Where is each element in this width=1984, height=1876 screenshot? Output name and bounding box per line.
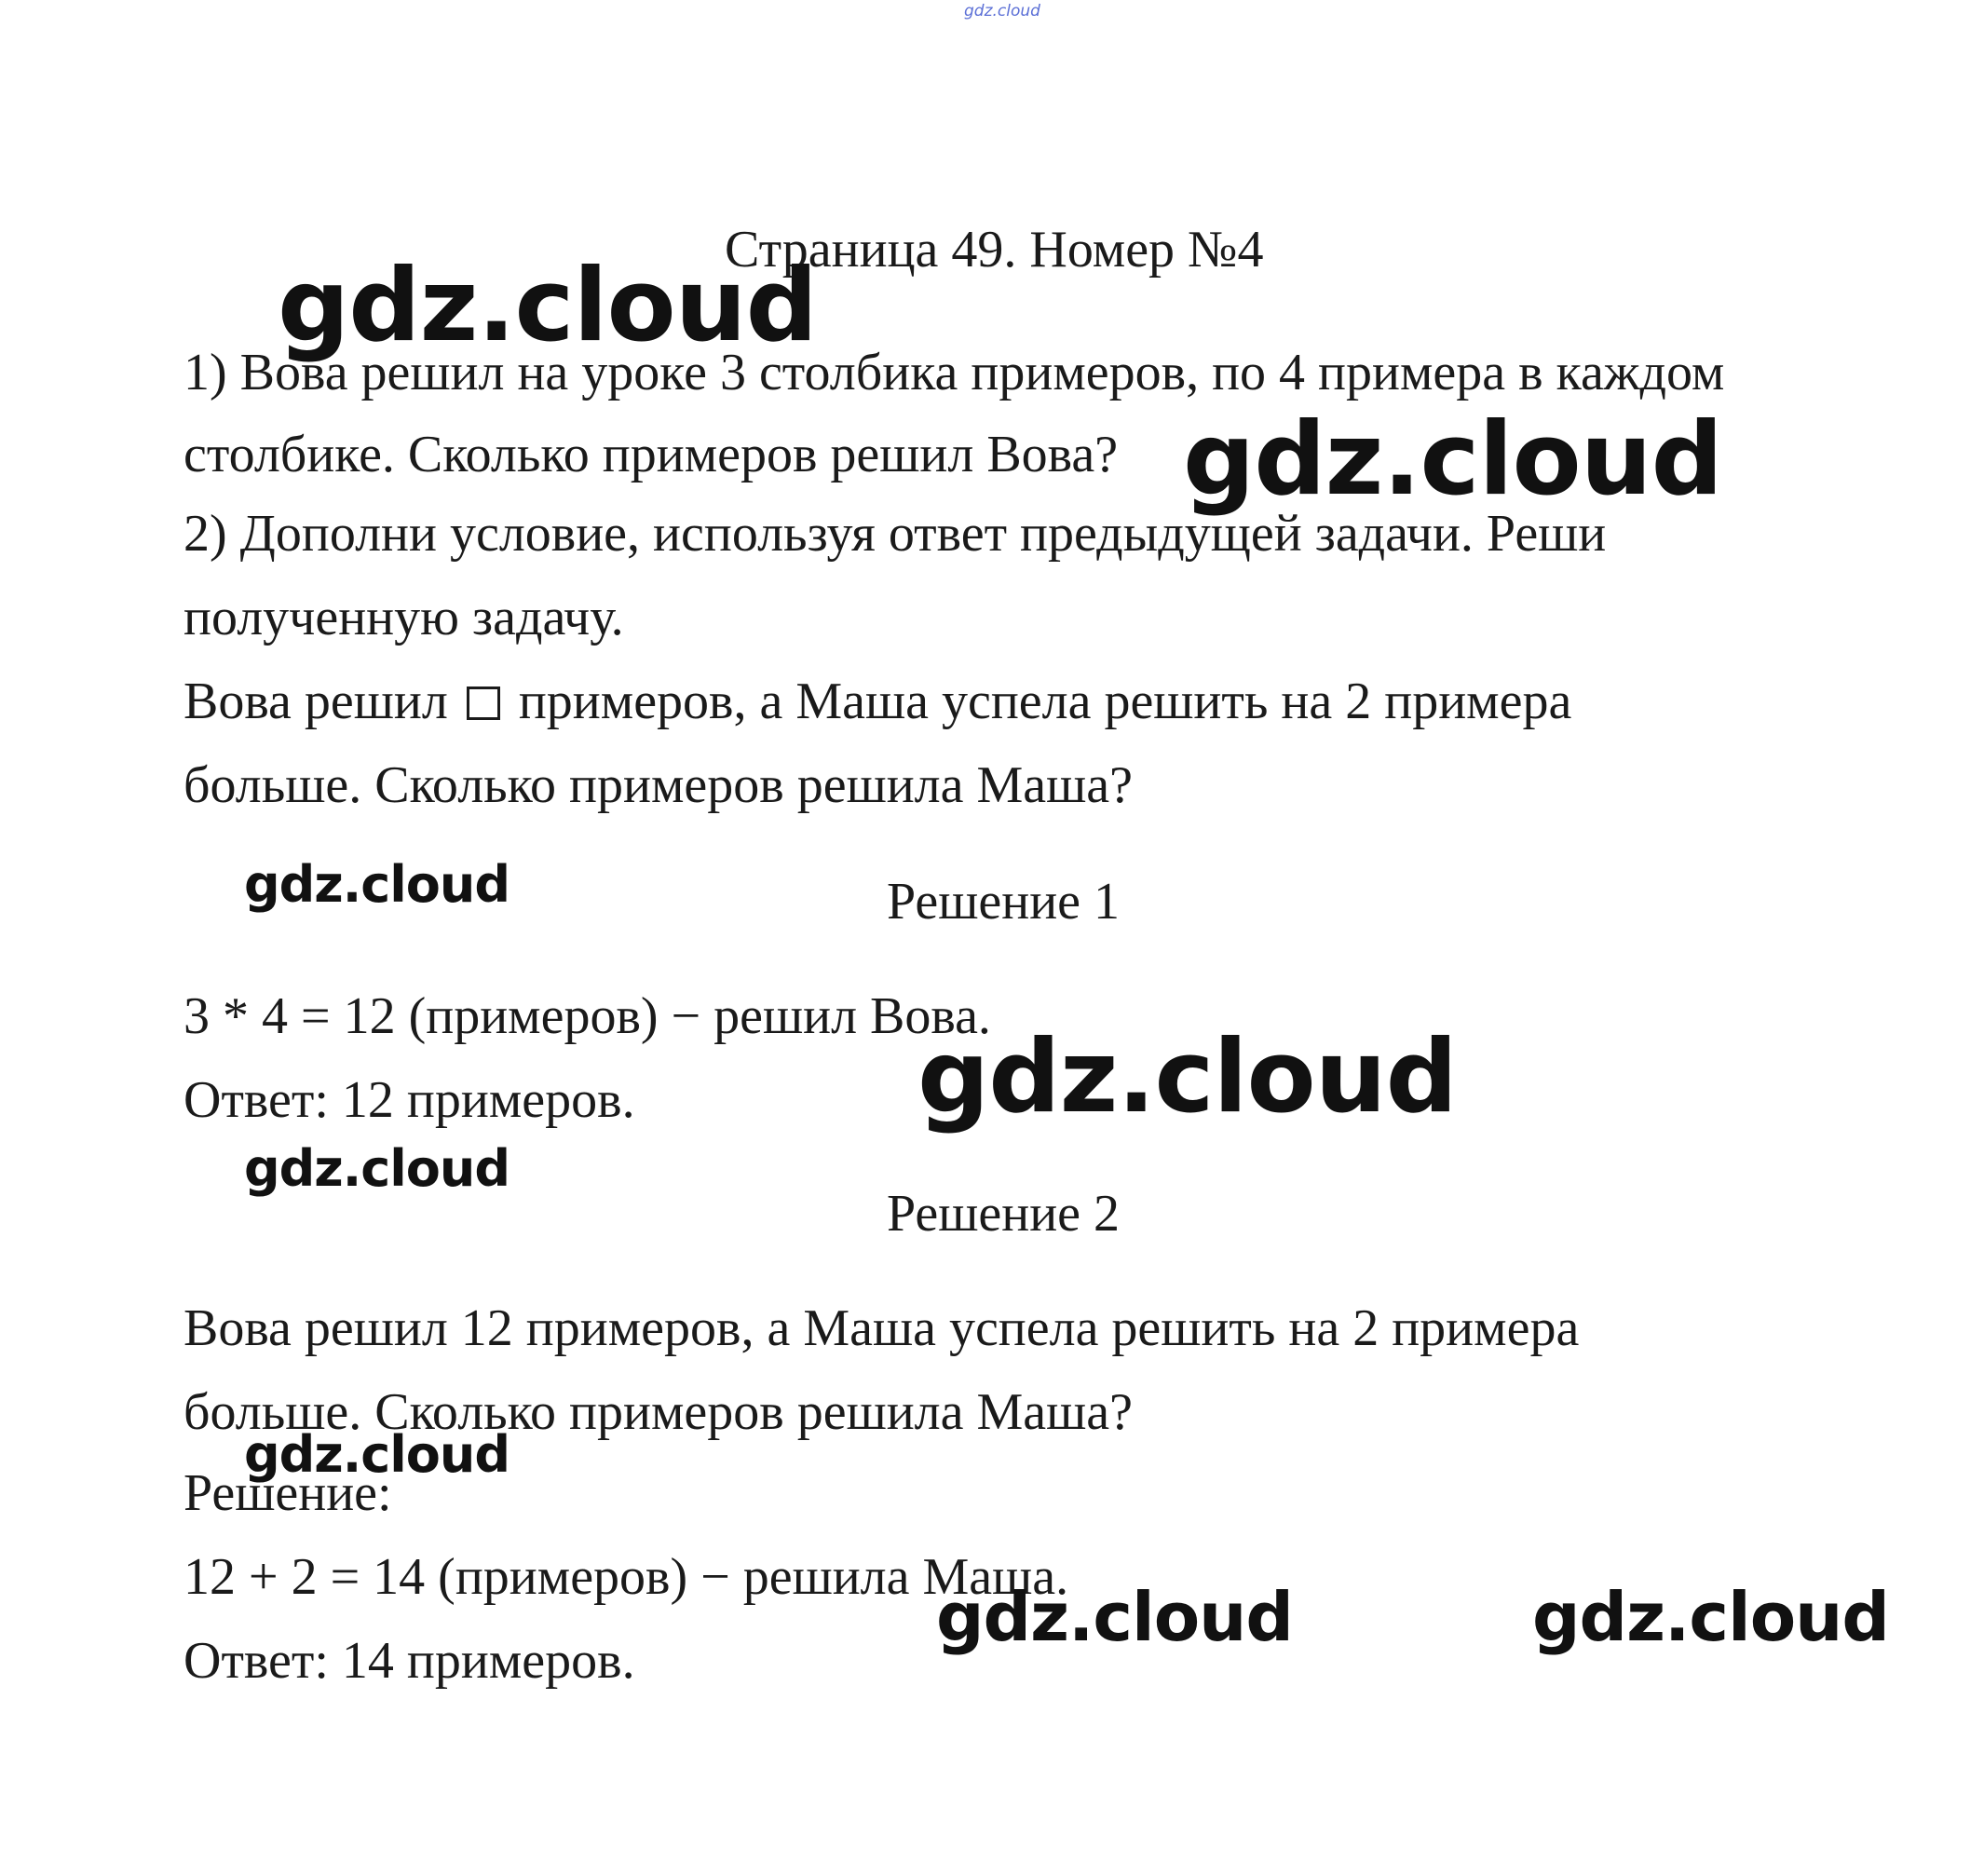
task-line-2: столбике. Сколько примеров решил Вова? (183, 426, 1119, 483)
solution-2-line-1: Вова решил 12 примеров, а Маша успела решить на 2 примера (183, 1299, 1580, 1357)
watermark: gdz.cloud (1183, 401, 1722, 518)
solution-2-heading: Решение 2 (887, 1185, 1121, 1243)
watermark: gdz.cloud (278, 248, 817, 364)
watermark: gdz.cloud (917, 1019, 1457, 1135)
task-line-4: полученную задачу. (183, 589, 624, 646)
task-line-6: больше. Сколько примеров решила Маша? (183, 756, 1133, 814)
page-title: Страница 49. Номер №4 (725, 221, 1264, 279)
watermark-top: gdz.cloud (964, 2, 1040, 20)
task-line-5 (183, 673, 1572, 730)
task-line-5-before: Вова решил (183, 673, 448, 730)
task-line-1: 1) Вова решил на уроке 3 столбика примеров, по 4 примера в каждом (183, 344, 1725, 401)
solution-2-equation: 12 + 2 = 14 (примеров) − решила Маша. (183, 1548, 1069, 1606)
solution-1-equation: 3 * 4 = 12 (примеров) − решил Вова. (183, 987, 991, 1045)
solution-1-answer: Ответ: 12 примеров. (183, 1071, 635, 1129)
solution-2-label: Решение: (183, 1464, 392, 1522)
watermark: gdz.cloud (244, 1139, 510, 1198)
watermark: gdz.cloud (244, 1425, 510, 1484)
watermark: gdz.cloud (244, 855, 510, 914)
solution-2-answer: Ответ: 14 примеров. (183, 1632, 635, 1690)
solution-2-line-2: больше. Сколько примеров решила Маша? (183, 1383, 1133, 1441)
watermark: gdz.cloud (936, 1578, 1293, 1656)
solution-1-heading: Решение 1 (887, 873, 1121, 931)
watermark: gdz.cloud (1532, 1578, 1889, 1656)
empty-box-icon (467, 687, 500, 720)
task-line-5-after: примеров, а Маша успела решить на 2 примера (518, 673, 1572, 730)
task-line-3: 2) Дополни условие, используя ответ предыдущей задачи. Реши (183, 505, 1607, 563)
